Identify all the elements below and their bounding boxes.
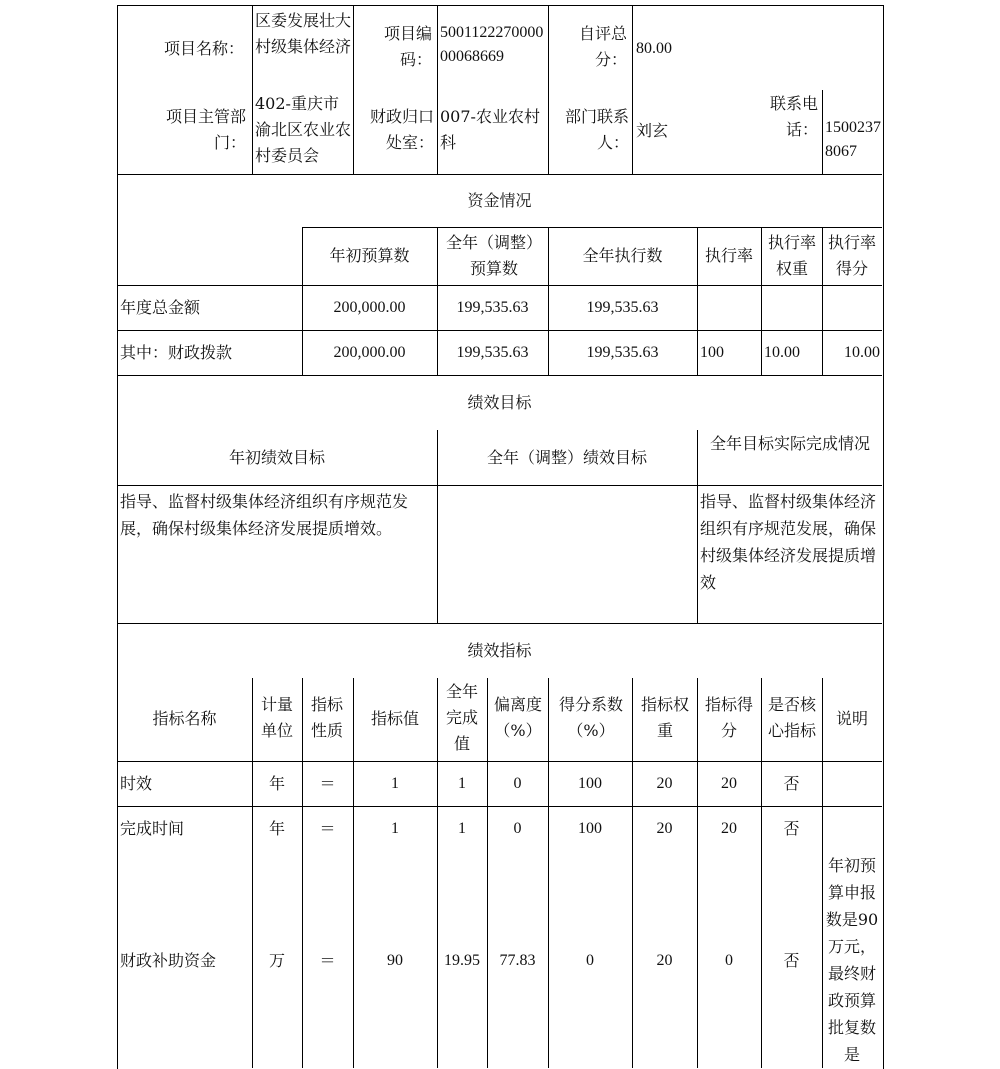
finance-office-value: 007-农业农村科 — [440, 107, 540, 152]
goals-header-actual: 全年目标实际完成情况 — [709, 434, 870, 453]
ind-header-weight: 指标权重 — [640, 695, 689, 740]
funds-header-rate: 执行率 — [704, 246, 753, 265]
divider — [117, 761, 882, 762]
divider — [697, 430, 698, 623]
ind-row-completed: 1 — [458, 820, 466, 837]
ind-row-value: 1 — [391, 820, 399, 837]
ind-header-score: 指标得分 — [704, 695, 753, 740]
ind-header-value: 指标值 — [370, 709, 419, 728]
ind-row-score: 20 — [721, 820, 737, 837]
ind-row-score: 0 — [725, 952, 733, 969]
ind-row-unit: 年 — [268, 774, 285, 793]
funds-header-adjusted: 全年（调整）预算数 — [446, 233, 543, 278]
ind-row-weight: 20 — [656, 820, 673, 837]
ind-row-name: 完成时间 — [120, 819, 185, 838]
divider — [548, 678, 549, 1068]
divider — [252, 678, 253, 1068]
ind-header-note: 说明 — [835, 709, 868, 728]
phone-value: 15002378067 — [825, 119, 881, 160]
ind-row-name: 时效 — [120, 774, 153, 793]
divider — [353, 678, 354, 1068]
funds-row-initial: 200,000.00 — [333, 299, 406, 316]
dept-value: 402-重庆市渝北区农业农村委员会 — [255, 94, 352, 165]
divider — [117, 806, 882, 807]
divider — [117, 285, 882, 286]
divider — [117, 485, 882, 486]
dept-label: 项目主管部门： — [165, 107, 246, 152]
ind-row-value: 1 — [391, 775, 399, 792]
funds-row-executed: 199,535.63 — [586, 344, 659, 361]
funds-header-initial: 年初预算数 — [329, 246, 410, 265]
ind-row-core: 否 — [783, 819, 800, 838]
project-name-value: 区委发展壮大村级集体经济 — [255, 11, 352, 56]
ind-row-core: 否 — [783, 951, 800, 970]
indicators-section-title: 绩效指标 — [467, 641, 532, 660]
ind-row-value: 90 — [387, 952, 403, 969]
funds-section-title: 资金情况 — [467, 191, 532, 210]
ind-row-coef: 100 — [578, 820, 602, 837]
funds-header-score: 执行率得分 — [827, 233, 876, 278]
project-code-value: 500112227000000068669 — [440, 24, 544, 65]
ind-row-note: 年初预算申报数是90万元，最终财政预算批复数是 — [825, 856, 879, 1064]
funds-row-executed: 199,535.63 — [586, 299, 659, 316]
ind-row-nature: ＝ — [319, 774, 336, 793]
contact-label: 部门联系人： — [564, 107, 629, 152]
divider — [353, 5, 354, 174]
ind-row-nature: ＝ — [319, 951, 336, 970]
ind-header-core: 是否核心指标 — [767, 695, 816, 740]
divider — [822, 678, 823, 1068]
ind-header-completed: 全年完成值 — [445, 682, 478, 753]
funds-row-adjusted: 199,535.63 — [456, 299, 529, 316]
ind-row-score: 20 — [721, 775, 737, 792]
divider — [117, 174, 882, 175]
funds-header-weight: 执行率权重 — [767, 233, 816, 278]
funds-row-weight: 10.00 — [764, 344, 800, 361]
ind-row-core: 否 — [783, 774, 800, 793]
self-score-label: 自评总分： — [578, 24, 627, 69]
divider — [117, 623, 882, 624]
divider — [761, 678, 762, 1068]
divider — [302, 227, 882, 228]
divider — [252, 5, 253, 174]
ind-row-unit: 万 — [268, 951, 285, 970]
ind-header-unit: 计量单位 — [260, 695, 293, 740]
divider — [117, 375, 882, 376]
finance-office-label: 财政归口处室： — [369, 107, 434, 152]
goals-header-initial: 年初绩效目标 — [228, 448, 325, 467]
ind-row-unit: 年 — [268, 819, 285, 838]
divider — [822, 90, 823, 174]
goals-section-title: 绩效目标 — [467, 393, 532, 412]
funds-header-executed: 全年执行数 — [582, 246, 663, 265]
ind-header-coef: 得分系数（%） — [558, 695, 623, 740]
ind-row-nature: ＝ — [319, 819, 336, 838]
funds-row-initial: 200,000.00 — [333, 344, 406, 361]
divider — [437, 678, 438, 1068]
ind-row-completed: 19.95 — [444, 952, 480, 969]
contact-value: 刘玄 — [636, 121, 669, 140]
ind-row-name: 财政补助资金 — [120, 951, 217, 970]
divider — [632, 678, 633, 1068]
funds-row-adjusted: 199,535.63 — [456, 344, 529, 361]
ind-row-weight: 20 — [656, 775, 673, 792]
initial-goal-text: 指导、监督村级集体经济组织有序规范发展，确保村级集体经济发展提质增效。 — [120, 492, 409, 538]
divider — [117, 330, 882, 331]
funds-row-score: 10.00 — [844, 344, 880, 361]
funds-row-label: 其中：财政拨款 — [120, 343, 233, 362]
divider — [487, 678, 488, 1068]
ind-header-nature: 指标性质 — [310, 695, 343, 740]
divider — [302, 678, 303, 1068]
ind-row-deviation: 0 — [513, 820, 522, 837]
project-code-label: 项目编码： — [383, 24, 432, 69]
funds-row-label: 年度总金额 — [120, 298, 201, 317]
funds-row-rate: 100 — [700, 344, 724, 361]
ind-row-deviation: 77.83 — [499, 952, 536, 969]
project-name-label: 项目名称： — [163, 39, 244, 58]
ind-row-coef: 100 — [578, 775, 602, 792]
goals-header-adjusted: 全年（调整）绩效目标 — [486, 448, 647, 467]
ind-header-deviation: 偏离度（%） — [493, 695, 542, 740]
divider — [437, 5, 438, 174]
phone-label: 联系电话： — [770, 94, 819, 139]
ind-header-name: 指标名称 — [152, 709, 217, 728]
divider — [632, 5, 633, 174]
divider — [548, 5, 549, 174]
actual-goal-text: 指导、监督村级集体经济组织有序规范发展，确保村级集体经济发展提质增效 — [700, 492, 877, 592]
ind-row-weight: 20 — [656, 952, 673, 969]
ind-row-deviation: 0 — [513, 775, 522, 792]
ind-row-coef: 0 — [586, 952, 594, 969]
ind-row-completed: 1 — [458, 775, 466, 792]
self-score-value: 80.00 — [636, 40, 672, 57]
